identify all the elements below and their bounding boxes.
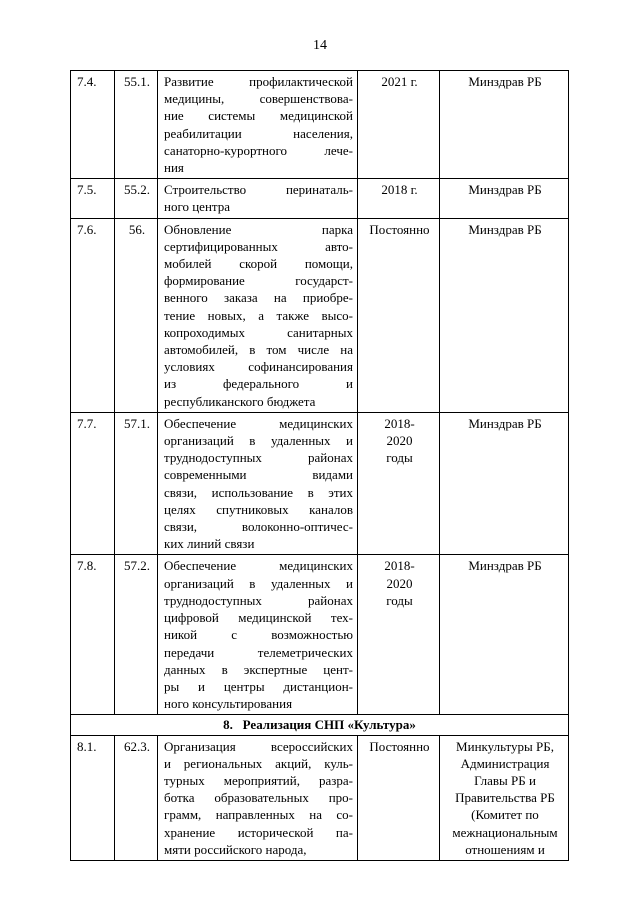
deadline-line: Постоянно xyxy=(369,738,430,754)
executor-line: Минздрав РБ xyxy=(468,558,542,574)
description-line: условиях софинансирования xyxy=(164,359,353,375)
responsible-executor xyxy=(440,218,569,412)
executor-line: Главы РБ и xyxy=(474,772,536,788)
executor-line: отношениям и xyxy=(465,841,545,857)
deadline-line: 2018- xyxy=(384,415,415,431)
measure-description xyxy=(158,412,358,555)
description-line: медицины, совершенствова- xyxy=(164,91,353,107)
description-line: мяти российского народа, xyxy=(164,841,307,857)
description-line: целях спутниковых каналов xyxy=(164,501,353,517)
description-line: из федерального и xyxy=(164,376,353,392)
description-line: мобилей скорой помощи, xyxy=(164,256,353,272)
table-row xyxy=(71,71,569,179)
plan-table xyxy=(70,70,569,861)
description-line: автомобилей, в том числе на xyxy=(164,342,353,358)
table-row xyxy=(71,555,569,715)
description-line: организаций в удаленных и xyxy=(164,575,353,591)
row-number: 7.7. xyxy=(71,412,115,555)
responsible-executor xyxy=(440,412,569,555)
description-line: Обеспечение медицинских xyxy=(164,415,353,431)
description-line: данных в экспертные цент- xyxy=(164,661,353,677)
measure-description xyxy=(158,218,358,412)
measure-number: 57.2. xyxy=(115,555,158,715)
description-line: республиканского бюджета xyxy=(164,393,316,409)
description-line: и региональных акций, куль- xyxy=(164,755,353,771)
executor-line: Минздрав РБ xyxy=(468,182,542,198)
section-title: Реализация СНП «Культура» xyxy=(242,717,416,733)
deadline xyxy=(358,218,440,412)
deadline-line: 2020 xyxy=(386,575,413,591)
deadline-line: 2018 г. xyxy=(381,182,418,198)
description-line: цифровой медицинской тех- xyxy=(164,610,353,626)
description-line: труднодоступных районах xyxy=(164,450,353,466)
row-number: 7.4. xyxy=(71,71,115,179)
description-line: тение новых, а также высо- xyxy=(164,307,353,323)
description-line: Обеспечение медицинских xyxy=(164,558,353,574)
measure-number: 55.1. xyxy=(115,71,158,179)
description-line: турных мероприятий, разра- xyxy=(164,772,353,788)
deadline xyxy=(358,412,440,555)
deadline-line: Постоянно xyxy=(369,221,430,237)
table-row xyxy=(71,735,569,860)
measure-description xyxy=(158,179,358,218)
executor-line: Минздрав РБ xyxy=(468,415,542,431)
description-line: труднодоступных районах xyxy=(164,592,353,608)
responsible-executor xyxy=(440,735,569,860)
table-row xyxy=(71,179,569,218)
executor-line: межнациональным xyxy=(452,824,558,840)
deadline xyxy=(358,555,440,715)
table-row xyxy=(71,218,569,412)
description-line: никой с возможностью xyxy=(164,627,353,643)
description-line: ры и центры дистанцион- xyxy=(164,678,353,694)
deadline-line: 2020 xyxy=(386,433,413,449)
executor-line: Администрация xyxy=(460,755,550,771)
description-line: копроходимых санитарных xyxy=(164,324,353,340)
description-line: связи, использование в этих xyxy=(164,484,353,500)
description-line: Строительство перинаталь- xyxy=(164,182,353,198)
description-line: грамм, направленных на со- xyxy=(164,807,353,823)
measure-description xyxy=(158,735,358,860)
measure-number: 62.3. xyxy=(115,735,158,860)
description-line: сертифицированных авто- xyxy=(164,238,353,254)
description-line: ного консультирования xyxy=(164,696,293,712)
deadline-line: 2018- xyxy=(384,558,415,574)
description-line: Развитие профилактической xyxy=(164,74,353,89)
executor-line: Минздрав РБ xyxy=(468,74,542,89)
description-line: Обновление парка xyxy=(164,221,353,237)
description-line: Организация всероссийских xyxy=(164,738,353,754)
description-line: ких линий связи xyxy=(164,536,255,552)
row-number: 7.8. xyxy=(71,555,115,715)
description-line: связи, волоконно-оптичес- xyxy=(164,519,353,535)
section-row xyxy=(71,715,569,735)
description-line: передачи телеметрических xyxy=(164,644,353,660)
description-line: реабилитации населения, xyxy=(164,125,353,141)
executor-line: Минздрав РБ xyxy=(468,221,542,237)
row-number: 8.1. xyxy=(71,735,115,860)
deadline xyxy=(358,179,440,218)
table-row xyxy=(71,412,569,555)
description-line: ние системы медицинской xyxy=(164,108,353,124)
deadline xyxy=(358,71,440,179)
section-heading xyxy=(71,715,569,735)
measure-number: 55.2. xyxy=(115,179,158,218)
description-line: ния xyxy=(164,160,184,176)
description-line: венного заказа на приобре- xyxy=(164,290,353,306)
executor-line: (Комитет по xyxy=(471,807,539,823)
description-line: организаций в удаленных и xyxy=(164,433,353,449)
deadline-line: годы xyxy=(386,450,413,466)
row-number: 7.6. xyxy=(71,218,115,412)
executor-line: Минкультуры РБ, xyxy=(456,738,554,754)
responsible-executor xyxy=(440,71,569,179)
description-line: санаторно-курортного лече- xyxy=(164,142,353,158)
responsible-executor xyxy=(440,555,569,715)
measure-number: 56. xyxy=(115,218,158,412)
executor-line: Правительства РБ xyxy=(455,790,555,806)
section-number: 8. xyxy=(223,717,233,733)
description-line: формирование государст- xyxy=(164,273,353,289)
deadline-line: 2021 г. xyxy=(381,74,418,89)
description-line: ного центра xyxy=(164,199,231,215)
row-number: 7.5. xyxy=(71,179,115,218)
measure-description xyxy=(158,71,358,179)
description-line: современными видами xyxy=(164,467,353,483)
deadline xyxy=(358,735,440,860)
responsible-executor xyxy=(440,179,569,218)
deadline-line: годы xyxy=(386,592,413,608)
description-line: хранение исторической па- xyxy=(164,824,353,840)
measure-number: 57.1. xyxy=(115,412,158,555)
page-number: 14 xyxy=(313,38,327,53)
measure-description xyxy=(158,555,358,715)
description-line: ботка образовательных про- xyxy=(164,790,353,806)
